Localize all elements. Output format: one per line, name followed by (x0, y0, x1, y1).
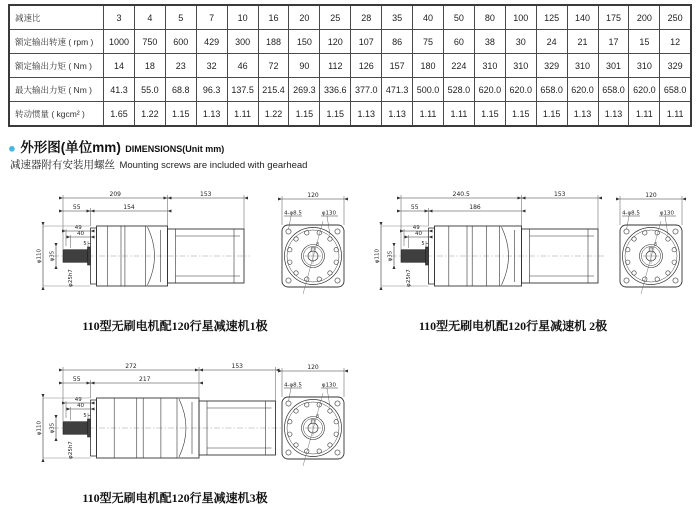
table-cell: 4 (134, 5, 165, 30)
table-cell: 471.3 (382, 78, 413, 102)
svg-text:154: 154 (123, 203, 135, 211)
svg-text:55: 55 (72, 375, 81, 383)
table-cell: 3 (104, 5, 135, 30)
table-cell: 32 (196, 54, 227, 78)
table-cell: 75 (413, 30, 444, 54)
table-cell: 1.13 (351, 102, 382, 127)
table-row (9, 5, 691, 30)
svg-text:φ25h7: φ25h7 (68, 269, 74, 287)
svg-text:8: 8 (654, 241, 657, 247)
table-cell: 310 (629, 54, 660, 78)
table-cell: 224 (443, 54, 474, 78)
table-cell: 1.65 (104, 102, 135, 127)
bullet-icon: ● (8, 140, 16, 156)
table-cell: 1.11 (443, 102, 474, 127)
table-cell: 1.15 (536, 102, 567, 127)
table-cell: 329 (660, 54, 691, 78)
drawing-gearbox-1-stage (25, 184, 360, 338)
table-cell: 120 (320, 30, 351, 54)
table-cell: 1.15 (505, 102, 536, 127)
table-cell: 112 (320, 54, 351, 78)
drawing-1-caption: 110型无刷电机配120行星减速机1极 (82, 319, 268, 333)
section-title-en: DIMENSIONS(Unit mm) (125, 144, 225, 154)
svg-text:49: 49 (74, 396, 82, 403)
table-cell: 25 (320, 5, 351, 30)
table-cell: 1.15 (474, 102, 505, 127)
table-cell: 28 (351, 5, 382, 30)
svg-text:153: 153 (200, 190, 212, 198)
table-cell: 157 (382, 54, 413, 78)
table-cell: 1.15 (165, 102, 196, 127)
table-cell: 188 (258, 30, 289, 54)
table-cell: 55.0 (134, 78, 165, 102)
svg-text:φ130: φ130 (321, 382, 337, 389)
table-cell: 1000 (104, 30, 135, 54)
svg-text:55: 55 (72, 203, 81, 211)
drawing-2-svg (363, 184, 698, 317)
table-cell: 15 (629, 30, 660, 54)
table-cell: 41.3 (104, 78, 135, 102)
svg-text:240.5: 240.5 (452, 190, 470, 198)
table-cell: 658.0 (598, 78, 629, 102)
svg-text:153: 153 (554, 190, 566, 198)
table-cell: 620.0 (629, 78, 660, 102)
section-note-zh: 减速器附有安装用螺丝 (10, 159, 115, 171)
table-cell: 1.15 (289, 102, 320, 127)
table-cell: 30 (505, 30, 536, 54)
table-cell: 80 (474, 5, 505, 30)
section-title-zh: 外形图(单位mm) (20, 140, 121, 155)
table-cell: 126 (351, 54, 382, 78)
table-cell: 72 (258, 54, 289, 78)
svg-text:217: 217 (139, 375, 151, 383)
table-cell: 1.15 (320, 102, 351, 127)
table-cell: 658.0 (536, 78, 567, 102)
section-note-en: Mounting screws are included with gearhead (119, 160, 308, 171)
table-cell: 300 (227, 30, 258, 54)
row-label: 减速比 (9, 5, 104, 30)
row-label: 额定输出转速 ( rpm ) (9, 30, 104, 54)
table-cell: 137.5 (227, 78, 258, 102)
table-cell: 38 (474, 30, 505, 54)
svg-text:5: 5 (83, 241, 87, 247)
table-cell: 18 (134, 54, 165, 78)
table-cell: 528.0 (443, 78, 474, 102)
table-cell: 24 (536, 30, 567, 54)
svg-text:40: 40 (77, 230, 84, 237)
table-cell: 1.22 (258, 102, 289, 127)
drawing-3-svg (25, 356, 360, 489)
table-cell: 40 (413, 5, 444, 30)
table-cell: 90 (289, 54, 320, 78)
drawing-3-caption: 110型无刷电机配120行星减速机3极 (82, 491, 268, 505)
table-cell: 46 (227, 54, 258, 78)
svg-text:186: 186 (469, 203, 481, 211)
table-cell: 175 (598, 5, 629, 30)
section-heading (8, 136, 224, 157)
table-cell: 96.3 (196, 78, 227, 102)
table-cell: 150 (289, 30, 320, 54)
drawing-gearbox-2-stage (363, 184, 698, 338)
table-cell: 1.11 (660, 102, 691, 127)
svg-text:5: 5 (421, 241, 425, 247)
table-cell: 750 (134, 30, 165, 54)
section-note (10, 155, 307, 173)
svg-text:40: 40 (415, 230, 422, 237)
svg-text:8: 8 (316, 241, 319, 247)
svg-text:49: 49 (412, 224, 420, 231)
drawing-gearbox-3-stage (25, 356, 360, 510)
svg-text:φ35: φ35 (49, 422, 56, 434)
table-cell: 17 (598, 30, 629, 54)
table-cell: 600 (165, 30, 196, 54)
table-cell: 35 (382, 5, 413, 30)
svg-text:153: 153 (231, 362, 243, 370)
svg-text:φ35: φ35 (387, 250, 394, 262)
table-cell: 16 (258, 5, 289, 30)
table-cell: 20 (289, 5, 320, 30)
svg-text:4-φ8.5: 4-φ8.5 (622, 210, 640, 217)
table-cell: 60 (443, 30, 474, 54)
svg-text:4-φ8.5: 4-φ8.5 (284, 382, 302, 389)
spec-table-body (9, 5, 691, 126)
drawing-1-svg (25, 184, 360, 317)
table-cell: 1.13 (598, 102, 629, 127)
table-cell: 1.13 (196, 102, 227, 127)
table-cell: 620.0 (567, 78, 598, 102)
table-cell: 310 (474, 54, 505, 78)
table-cell: 7 (196, 5, 227, 30)
table-cell: 50 (443, 5, 474, 30)
svg-text:5: 5 (83, 413, 87, 419)
table-cell: 500.0 (413, 78, 444, 102)
table-cell: 336.6 (320, 78, 351, 102)
table-cell: 5 (165, 5, 196, 30)
table-row (9, 54, 691, 78)
table-row (9, 102, 691, 127)
svg-text:φ110: φ110 (374, 248, 381, 264)
table-cell: 310 (505, 54, 536, 78)
svg-text:8: 8 (316, 413, 319, 419)
svg-text:120: 120 (645, 191, 657, 199)
table-cell: 14 (104, 54, 135, 78)
drawing-2-caption: 110型无刷电机配120行星减速机 2极 (418, 319, 608, 333)
table-cell: 1.11 (227, 102, 258, 127)
table-cell: 377.0 (351, 78, 382, 102)
table-cell: 658.0 (660, 78, 691, 102)
row-label: 最大输出力矩 ( Nm ) (9, 78, 104, 102)
svg-text:272: 272 (125, 362, 137, 370)
table-row (9, 30, 691, 54)
table-cell: 68.8 (165, 78, 196, 102)
svg-text:φ25h7: φ25h7 (68, 441, 74, 459)
table-cell: 429 (196, 30, 227, 54)
svg-text:φ110: φ110 (36, 420, 43, 436)
table-cell: 100 (505, 5, 536, 30)
table-cell: 12 (660, 30, 691, 54)
svg-text:φ25h7: φ25h7 (406, 269, 412, 287)
table-cell: 140 (567, 5, 598, 30)
table-cell: 125 (536, 5, 567, 30)
table-cell: 250 (660, 5, 691, 30)
table-cell: 215.4 (258, 78, 289, 102)
table-cell: 269.3 (289, 78, 320, 102)
table-cell: 10 (227, 5, 258, 30)
table-cell: 180 (413, 54, 444, 78)
table-cell: 107 (351, 30, 382, 54)
table-cell: 23 (165, 54, 196, 78)
table-cell: 1.13 (567, 102, 598, 127)
svg-text:φ130: φ130 (321, 210, 337, 217)
table-cell: 1.22 (134, 102, 165, 127)
table-cell: 200 (629, 5, 660, 30)
table-cell: 620.0 (505, 78, 536, 102)
svg-text:φ130: φ130 (659, 210, 675, 217)
svg-text:120: 120 (307, 191, 319, 199)
table-cell: 310 (567, 54, 598, 78)
table-cell: 620.0 (474, 78, 505, 102)
svg-text:40: 40 (77, 402, 84, 409)
table-row (9, 78, 691, 102)
table-cell: 1.11 (413, 102, 444, 127)
table-cell: 86 (382, 30, 413, 54)
row-label: 转动惯量 ( kgcm² ) (9, 102, 104, 127)
svg-text:209: 209 (109, 190, 121, 198)
svg-text:55: 55 (410, 203, 419, 211)
svg-text:φ35: φ35 (49, 250, 56, 262)
table-cell: 1.13 (382, 102, 413, 127)
svg-text:φ110: φ110 (36, 248, 43, 264)
table-cell: 1.11 (629, 102, 660, 127)
row-label: 额定输出力矩 ( Nm ) (9, 54, 104, 78)
spec-table (8, 4, 692, 127)
svg-text:120: 120 (307, 363, 319, 371)
svg-text:4-φ8.5: 4-φ8.5 (284, 210, 302, 217)
table-cell: 301 (598, 54, 629, 78)
svg-text:49: 49 (74, 224, 82, 231)
table-cell: 329 (536, 54, 567, 78)
table-cell: 21 (567, 30, 598, 54)
